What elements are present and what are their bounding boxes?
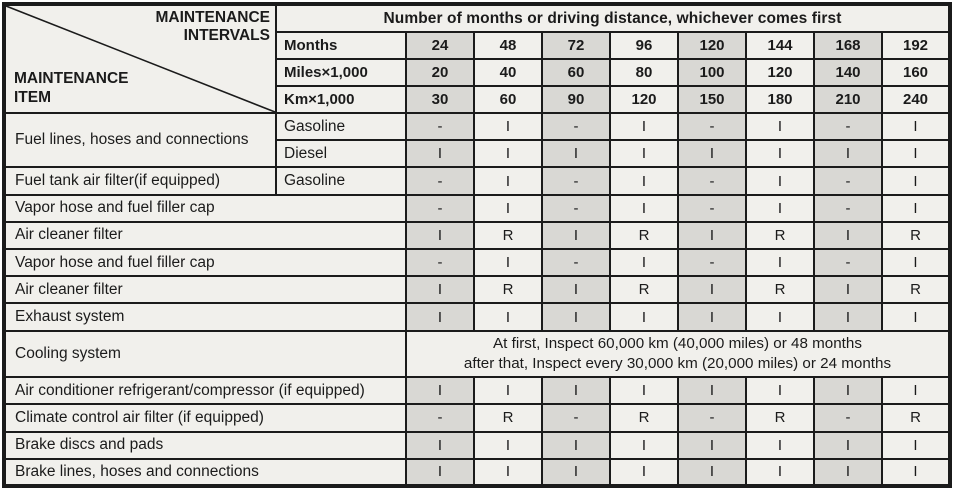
schedule-mark-cell: - xyxy=(814,167,882,194)
schedule-mark-cell: I xyxy=(406,140,474,167)
interval-value-cell: 168 xyxy=(814,32,882,59)
maintenance-row xyxy=(4,222,950,249)
schedule-mark-cell: - xyxy=(406,249,474,276)
maintenance-intervals-line1: MAINTENANCE xyxy=(155,9,270,26)
schedule-mark-cell: R xyxy=(882,276,950,303)
maintenance-row xyxy=(4,377,950,404)
maintenance-row xyxy=(4,167,950,194)
schedule-mark-cell: I xyxy=(882,249,950,276)
schedule-mark-cell: I xyxy=(814,303,882,330)
interval-value-cell: 240 xyxy=(882,86,950,113)
fuel-type-cell: Diesel xyxy=(276,140,406,167)
maintenance-intervals-label xyxy=(155,9,270,46)
schedule-mark-cell: - xyxy=(814,404,882,431)
schedule-mark-cell: I xyxy=(542,432,610,459)
maintenance-item-cell: Fuel tank air filter(if equipped) xyxy=(4,167,276,194)
interval-value-cell: 40 xyxy=(474,59,542,86)
schedule-mark-cell: I xyxy=(610,303,678,330)
schedule-mark-cell: - xyxy=(678,404,746,431)
schedule-mark-cell: R xyxy=(746,276,814,303)
schedule-mark-cell: I xyxy=(746,377,814,404)
schedule-mark-cell: I xyxy=(474,459,542,486)
schedule-mark-cell: I xyxy=(814,459,882,486)
schedule-mark-cell: I xyxy=(474,113,542,140)
maintenance-item-cell: Air cleaner filter xyxy=(4,276,406,303)
schedule-mark-cell: - xyxy=(406,195,474,222)
maintenance-item-cell: Vapor hose and fuel filler cap xyxy=(4,249,406,276)
interval-value-cell: 24 xyxy=(406,32,474,59)
schedule-mark-cell: I xyxy=(474,140,542,167)
schedule-mark-cell: I xyxy=(610,113,678,140)
schedule-mark-cell: I xyxy=(746,140,814,167)
schedule-mark-cell: - xyxy=(406,404,474,431)
maintenance-row xyxy=(4,459,950,486)
maintenance-row xyxy=(4,249,950,276)
maintenance-row xyxy=(4,195,950,222)
interval-value-cell: 90 xyxy=(542,86,610,113)
schedule-mark-cell: I xyxy=(542,377,610,404)
schedule-mark-cell: I xyxy=(610,195,678,222)
schedule-mark-cell: I xyxy=(678,140,746,167)
schedule-mark-cell: I xyxy=(678,303,746,330)
schedule-mark-cell: I xyxy=(474,432,542,459)
schedule-mark-cell: - xyxy=(406,113,474,140)
manual-page xyxy=(2,2,952,488)
schedule-mark-cell: - xyxy=(678,249,746,276)
schedule-mark-cell: I xyxy=(474,249,542,276)
schedule-mark-cell: I xyxy=(882,377,950,404)
schedule-mark-cell: I xyxy=(542,303,610,330)
interval-value-cell: 72 xyxy=(542,32,610,59)
schedule-mark-cell: I xyxy=(746,167,814,194)
cooling-system-note-line2: after that, Inspect every 30,000 km (20,000 miles) or 24 months xyxy=(463,354,892,372)
schedule-mark-cell: I xyxy=(610,459,678,486)
schedule-mark-cell: - xyxy=(814,249,882,276)
table-body xyxy=(4,113,950,486)
schedule-mark-cell: - xyxy=(542,195,610,222)
interval-unit-label: Km×1,000 xyxy=(276,86,406,113)
schedule-mark-cell: - xyxy=(814,195,882,222)
maintenance-item-cell: Climate control air filter (if equipped) xyxy=(4,404,406,431)
schedule-mark-cell: R xyxy=(610,276,678,303)
schedule-mark-cell: I xyxy=(474,377,542,404)
interval-value-cell: 60 xyxy=(474,86,542,113)
interval-value-cell: 120 xyxy=(678,32,746,59)
maintenance-row xyxy=(4,404,950,431)
maintenance-item-line1: MAINTENANCE xyxy=(14,70,129,88)
schedule-mark-cell: I xyxy=(746,459,814,486)
schedule-mark-cell: I xyxy=(474,195,542,222)
schedule-mark-cell: I xyxy=(814,222,882,249)
schedule-mark-cell: - xyxy=(678,195,746,222)
maintenance-item-cell: Air conditioner refrigerant/compressor (if equipped) xyxy=(4,377,406,404)
interval-value-cell: 80 xyxy=(610,59,678,86)
schedule-mark-cell: R xyxy=(610,222,678,249)
fuel-type-cell: Gasoline xyxy=(276,167,406,194)
schedule-mark-cell: R xyxy=(746,222,814,249)
maintenance-item-cell: Cooling system xyxy=(4,331,406,377)
maintenance-schedule-table xyxy=(2,2,952,488)
interval-value-cell: 140 xyxy=(814,59,882,86)
schedule-mark-cell: R xyxy=(474,222,542,249)
schedule-mark-cell: I xyxy=(746,249,814,276)
fuel-type-cell: Gasoline xyxy=(276,113,406,140)
cooling-system-note xyxy=(406,331,950,377)
schedule-mark-cell: R xyxy=(882,404,950,431)
table-header xyxy=(4,4,950,113)
interval-value-cell: 210 xyxy=(814,86,882,113)
schedule-mark-cell: I xyxy=(610,432,678,459)
intervals-span-header: Number of months or driving distance, whichever comes first xyxy=(276,4,950,32)
schedule-mark-cell: - xyxy=(406,167,474,194)
interval-value-cell: 120 xyxy=(746,59,814,86)
interval-value-cell: 150 xyxy=(678,86,746,113)
span-header-row xyxy=(4,4,950,32)
maintenance-row xyxy=(4,113,950,140)
schedule-mark-cell: - xyxy=(678,167,746,194)
cooling-system-note-line1: At first, Inspect 60,000 km (40,000 miles) or 48 months xyxy=(493,334,862,352)
maintenance-intervals-line2: INTERVALS xyxy=(183,27,270,45)
schedule-mark-cell: I xyxy=(882,167,950,194)
schedule-mark-cell: I xyxy=(882,432,950,459)
schedule-mark-cell: I xyxy=(542,459,610,486)
schedule-mark-cell: I xyxy=(406,459,474,486)
interval-value-cell: 48 xyxy=(474,32,542,59)
schedule-mark-cell: I xyxy=(882,303,950,330)
schedule-mark-cell: I xyxy=(678,276,746,303)
schedule-mark-cell: - xyxy=(678,113,746,140)
schedule-mark-cell: I xyxy=(746,432,814,459)
schedule-mark-cell: I xyxy=(882,195,950,222)
maintenance-item-cell: Vapor hose and fuel filler cap xyxy=(4,195,406,222)
interval-unit-label: Miles×1,000 xyxy=(276,59,406,86)
schedule-mark-cell: I xyxy=(814,140,882,167)
schedule-mark-cell: I xyxy=(610,249,678,276)
schedule-mark-cell: I xyxy=(814,276,882,303)
interval-value-cell: 192 xyxy=(882,32,950,59)
schedule-mark-cell: I xyxy=(814,432,882,459)
schedule-mark-cell: - xyxy=(542,113,610,140)
schedule-mark-cell: I xyxy=(610,377,678,404)
schedule-mark-cell: R xyxy=(746,404,814,431)
schedule-mark-cell: I xyxy=(474,167,542,194)
schedule-mark-cell: I xyxy=(610,140,678,167)
interval-value-cell: 120 xyxy=(610,86,678,113)
schedule-mark-cell: I xyxy=(678,377,746,404)
maintenance-item-cell: Air cleaner filter xyxy=(4,222,406,249)
schedule-mark-cell: I xyxy=(746,113,814,140)
schedule-mark-cell: - xyxy=(542,404,610,431)
schedule-mark-cell: I xyxy=(406,377,474,404)
schedule-mark-cell: I xyxy=(542,140,610,167)
schedule-mark-cell: I xyxy=(406,276,474,303)
schedule-mark-cell: I xyxy=(882,113,950,140)
maintenance-row xyxy=(4,276,950,303)
maintenance-item-label xyxy=(14,70,129,107)
interval-value-cell: 100 xyxy=(678,59,746,86)
maintenance-row xyxy=(4,432,950,459)
schedule-mark-cell: I xyxy=(814,377,882,404)
interval-value-cell: 60 xyxy=(542,59,610,86)
maintenance-item-cell: Brake discs and pads xyxy=(4,432,406,459)
schedule-mark-cell: I xyxy=(746,303,814,330)
schedule-mark-cell: R xyxy=(474,404,542,431)
corner-cell xyxy=(4,4,276,113)
interval-value-cell: 96 xyxy=(610,32,678,59)
schedule-mark-cell: I xyxy=(678,432,746,459)
schedule-mark-cell: I xyxy=(882,459,950,486)
maintenance-item-line2: ITEM xyxy=(14,88,52,106)
interval-value-cell: 144 xyxy=(746,32,814,59)
interval-value-cell: 180 xyxy=(746,86,814,113)
maintenance-row xyxy=(4,303,950,330)
schedule-mark-cell: - xyxy=(542,249,610,276)
schedule-mark-cell: I xyxy=(542,222,610,249)
schedule-mark-cell: R xyxy=(882,222,950,249)
schedule-mark-cell: I xyxy=(542,276,610,303)
schedule-mark-cell: I xyxy=(406,222,474,249)
interval-value-cell: 160 xyxy=(882,59,950,86)
interval-value-cell: 30 xyxy=(406,86,474,113)
schedule-mark-cell: I xyxy=(678,459,746,486)
interval-unit-label: Months xyxy=(276,32,406,59)
interval-value-cell: 20 xyxy=(406,59,474,86)
maintenance-item-cell: Fuel lines, hoses and connections xyxy=(4,113,276,167)
maintenance-item-cell: Exhaust system xyxy=(4,303,406,330)
schedule-mark-cell: I xyxy=(678,222,746,249)
schedule-mark-cell: R xyxy=(610,404,678,431)
schedule-mark-cell: - xyxy=(542,167,610,194)
schedule-mark-cell: I xyxy=(406,303,474,330)
schedule-mark-cell: I xyxy=(406,432,474,459)
schedule-mark-cell: - xyxy=(814,113,882,140)
schedule-mark-cell: I xyxy=(882,140,950,167)
schedule-mark-cell: I xyxy=(474,303,542,330)
maintenance-row xyxy=(4,331,950,377)
schedule-mark-cell: I xyxy=(746,195,814,222)
maintenance-item-cell: Brake lines, hoses and connections xyxy=(4,459,406,486)
schedule-mark-cell: R xyxy=(474,276,542,303)
schedule-mark-cell: I xyxy=(610,167,678,194)
